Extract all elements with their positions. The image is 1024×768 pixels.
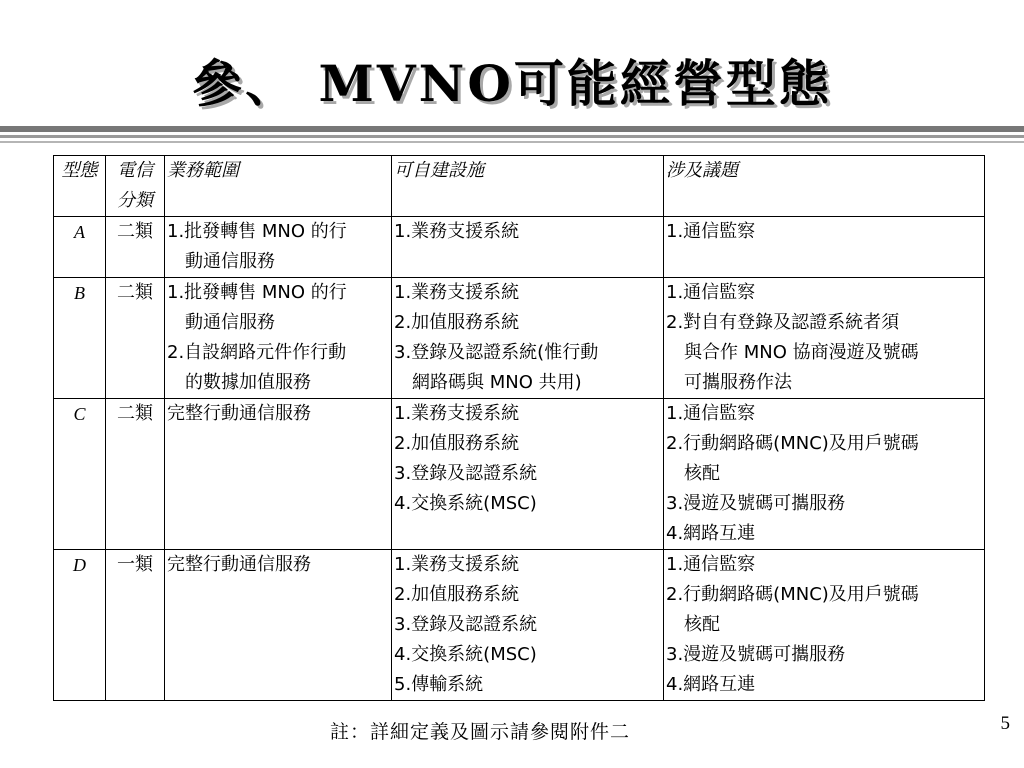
- cell-text: 1.批發轉售 MNO 的行: [167, 282, 347, 303]
- issues-cell: [664, 399, 985, 550]
- cell-text: 2.行動網路碼(MNC)及用戶號碼: [666, 584, 919, 605]
- cell-text: 3.登錄及認證系統: [394, 463, 538, 484]
- header-type: 型態: [54, 156, 106, 217]
- cell-text: 4.交換系統(MSC): [394, 493, 537, 514]
- cell-text: 完整行動通信服務: [167, 554, 311, 575]
- table-row: [54, 217, 985, 278]
- category-cell: [106, 217, 165, 278]
- cell-text: 4.交換系統(MSC): [394, 644, 537, 665]
- cell-text: 完整行動通信服務: [167, 403, 311, 424]
- cell-text: 1.通信監察: [666, 221, 756, 242]
- cell-text: 1.通信監察: [666, 554, 756, 575]
- cell-text: 一類: [117, 554, 153, 575]
- table-row: [54, 399, 985, 550]
- cell-text: 3.登錄及認證系統: [394, 614, 538, 635]
- scope-cell: [165, 278, 392, 399]
- category-cell: [106, 278, 165, 399]
- cell-text: A: [74, 222, 85, 242]
- facilities-cell: [392, 550, 664, 701]
- slide-title: 參、 MVNO可能經營型態: [192, 54, 832, 113]
- type-cell: [54, 278, 106, 399]
- cell-text: 3.漫遊及號碼可攜服務: [666, 493, 846, 514]
- cell-text: 動通信服務: [185, 312, 275, 333]
- cell-text: 二類: [117, 403, 153, 424]
- cell-text: 二類: [117, 282, 153, 303]
- category-cell: [106, 550, 165, 701]
- cell-text: 4.網路互連: [666, 674, 756, 695]
- type-cell: [54, 217, 106, 278]
- issues-cell: [664, 550, 985, 701]
- table-header-row: [54, 156, 985, 217]
- title-divider: [0, 126, 1024, 132]
- cell-text: 核配: [684, 463, 720, 484]
- scope-cell: [165, 217, 392, 278]
- cell-text: 核配: [684, 614, 720, 635]
- facilities-cell: [392, 278, 664, 399]
- title-divider: [0, 135, 1024, 138]
- facilities-cell: [392, 399, 664, 550]
- mvno-table: [53, 155, 985, 701]
- cell-text: 3.漫遊及號碼可攜服務: [666, 644, 846, 665]
- scope-cell: [165, 550, 392, 701]
- cell-text: 1.業務支援系統: [394, 282, 520, 303]
- header-scope: 業務範圍: [165, 156, 392, 217]
- table-row: [54, 550, 985, 701]
- cell-text: D: [73, 555, 86, 575]
- cell-text: C: [73, 404, 86, 424]
- header-issues: 涉及議題: [664, 156, 985, 217]
- table-row: [54, 278, 985, 399]
- cell-text: 2.加值服務系統: [394, 433, 520, 454]
- cell-text: 2.對自有登錄及認證系統者須: [666, 312, 900, 333]
- header-facilities: 可自建設施: [392, 156, 664, 217]
- type-cell: [54, 399, 106, 550]
- cell-text: 3.登錄及認證系統(惟行動: [394, 342, 599, 363]
- cell-text: 動通信服務: [185, 251, 275, 272]
- cell-text: 1.通信監察: [666, 282, 756, 303]
- cell-text: 1.業務支援系統: [394, 403, 520, 424]
- cell-text: 二類: [117, 221, 153, 242]
- cell-text: 1.業務支援系統: [394, 221, 520, 242]
- issues-cell: [664, 217, 985, 278]
- header-category: 電信 分類: [106, 156, 165, 217]
- category-cell: [106, 399, 165, 550]
- cell-text: 5.傳輸系統: [394, 674, 484, 695]
- cell-text: 4.網路互連: [666, 523, 756, 544]
- cell-text: 2.自設網路元件作行動: [167, 342, 347, 363]
- cell-text: B: [74, 283, 85, 303]
- issues-cell: [664, 278, 985, 399]
- cell-text: 網路碼與 MNO 共用): [412, 372, 582, 393]
- scope-cell: [165, 399, 392, 550]
- cell-text: 2.加值服務系統: [394, 312, 520, 333]
- type-cell: [54, 550, 106, 701]
- cell-text: 2.行動網路碼(MNC)及用戶號碼: [666, 433, 919, 454]
- cell-text: 可攜服務作法: [684, 372, 792, 393]
- cell-text: 2.加值服務系統: [394, 584, 520, 605]
- cell-text: 1.通信監察: [666, 403, 756, 424]
- cell-text: 的數據加值服務: [185, 372, 311, 393]
- cell-text: 1.批發轉售 MNO 的行: [167, 221, 347, 242]
- cell-text: 1.業務支援系統: [394, 554, 520, 575]
- facilities-cell: [392, 217, 664, 278]
- cell-text: 與合作 MNO 協商漫遊及號碼: [684, 342, 919, 363]
- footnote: 註：詳細定義及圖示請參閱附件二: [329, 721, 630, 743]
- page-number: 5: [1000, 713, 1010, 734]
- title-divider: [0, 141, 1024, 143]
